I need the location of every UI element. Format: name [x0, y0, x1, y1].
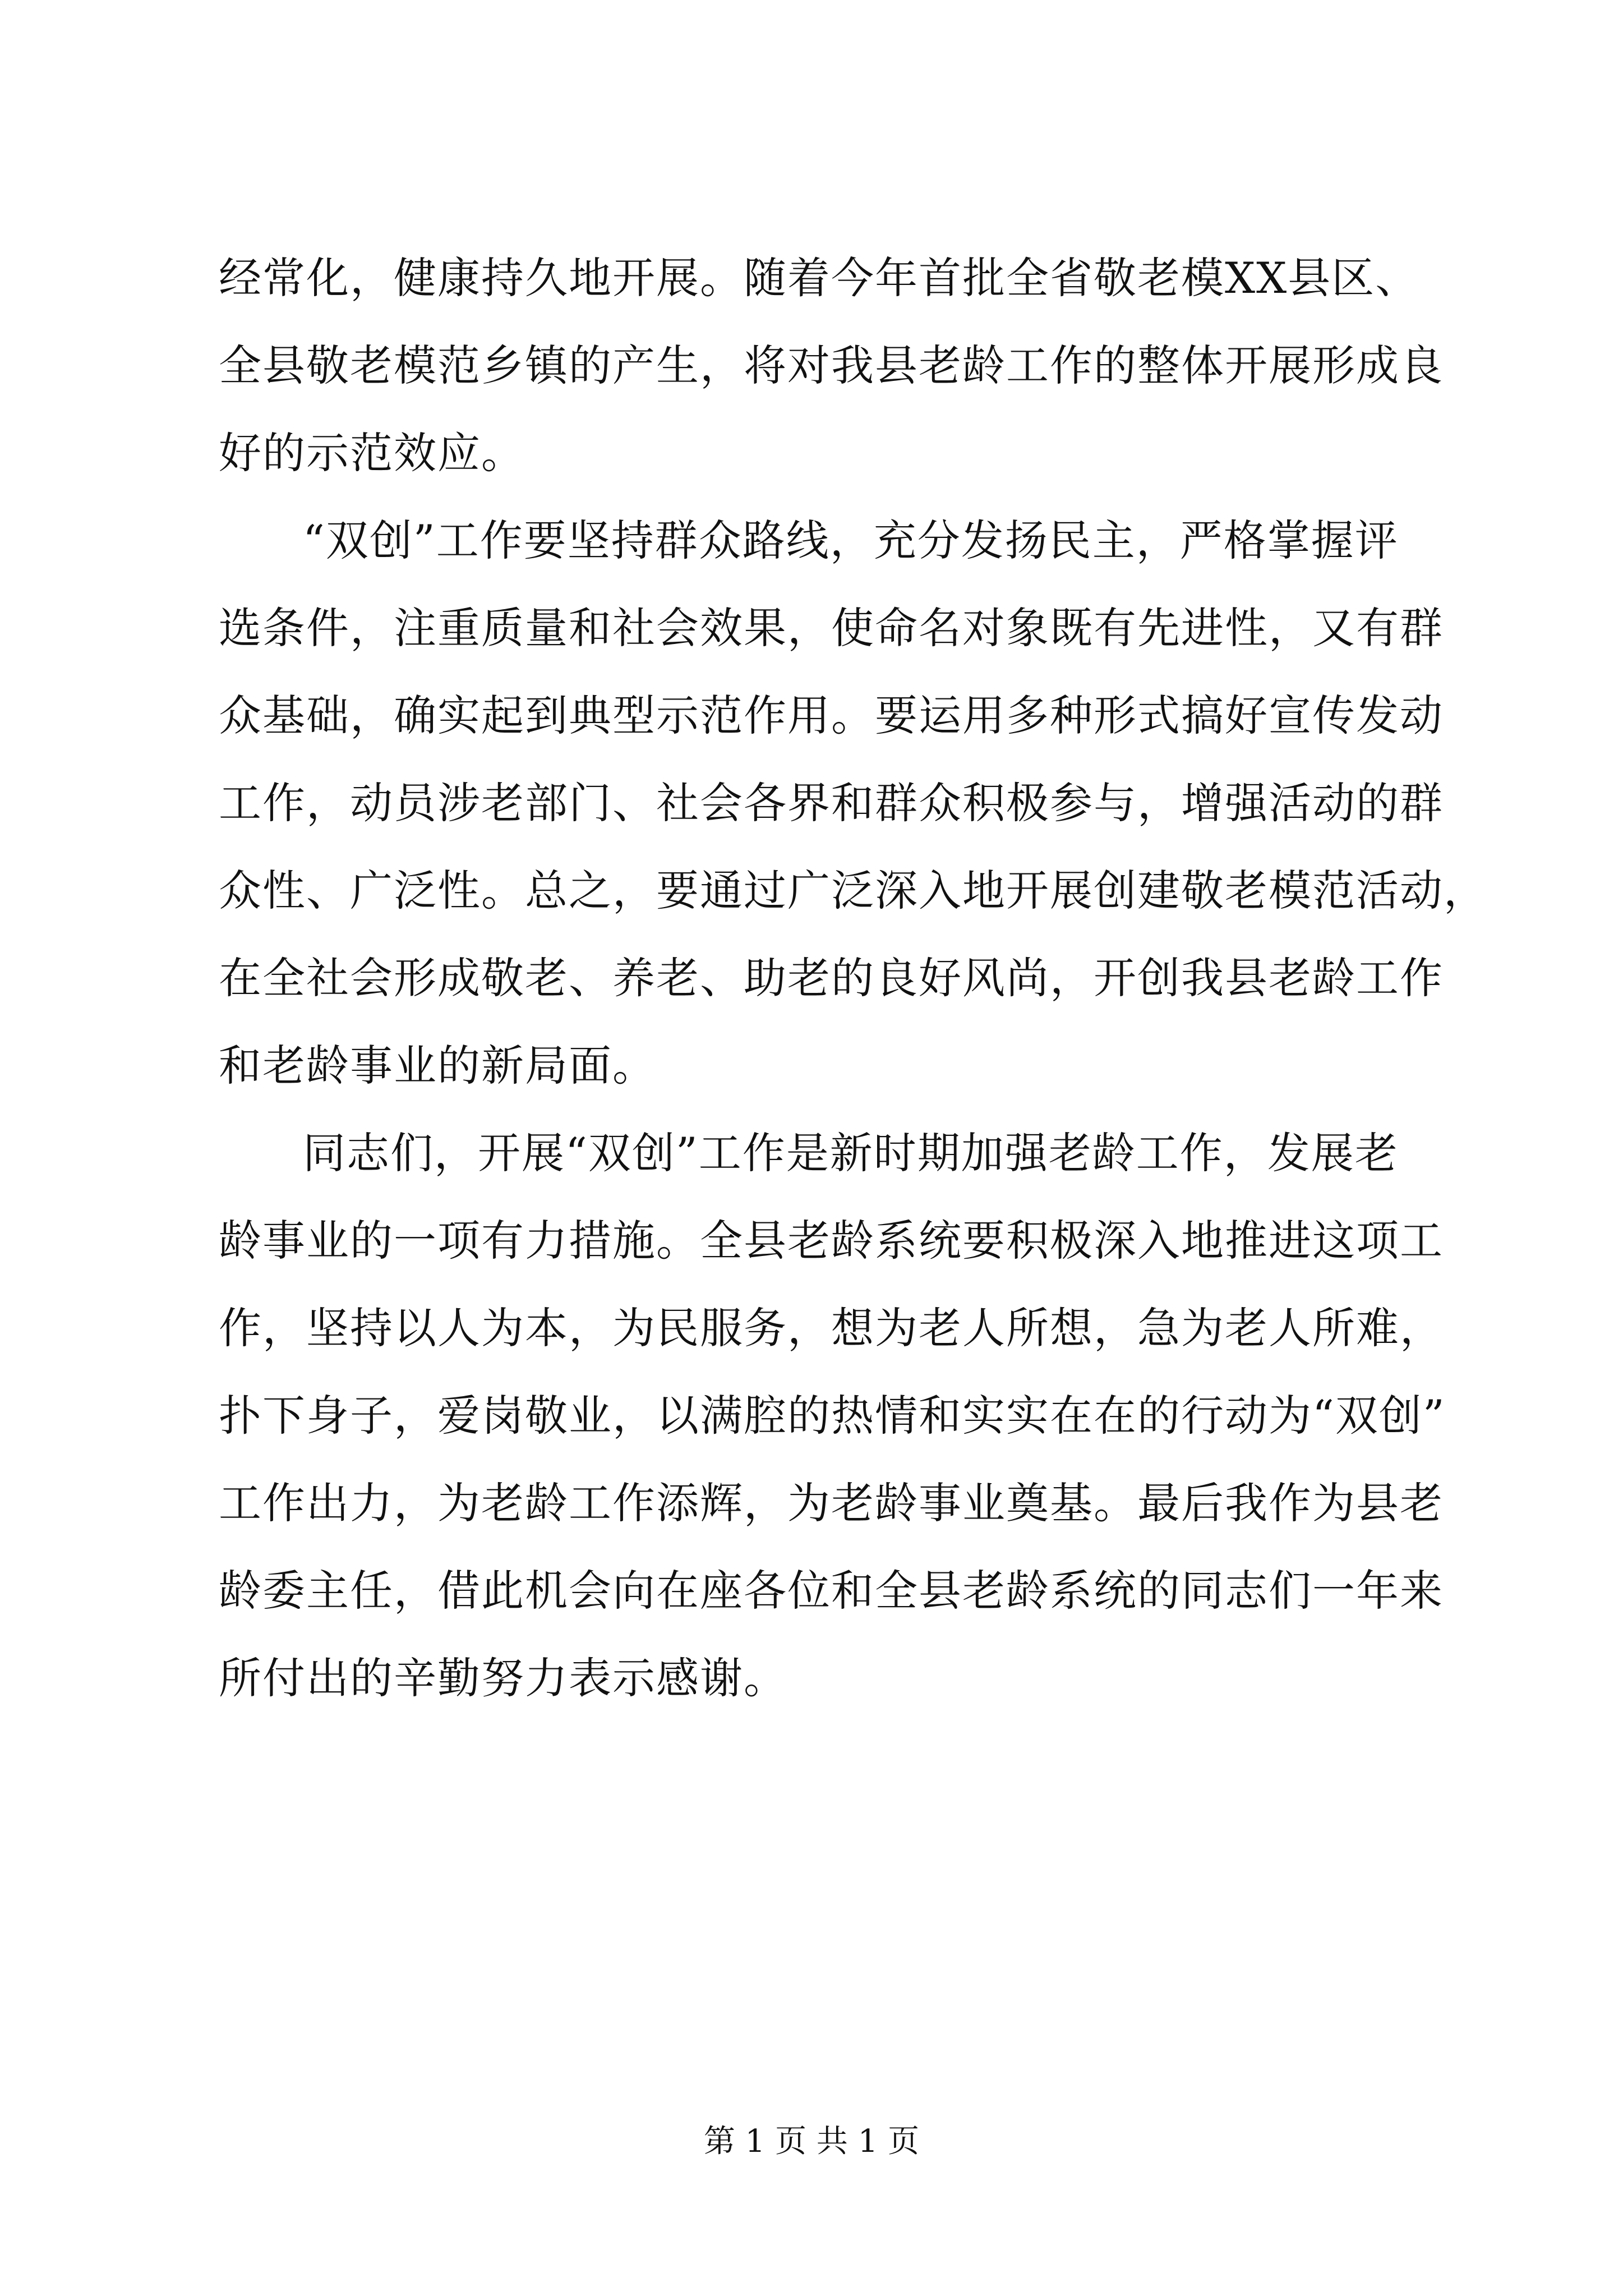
paragraph-start-line: “双创”工作要坚持群众路线，充分发扬民主，严格掌握评	[303, 516, 1399, 565]
text-line: 工作，动员涉老部门、社会各界和群众积极参与，增强活动的群	[219, 778, 1444, 828]
text-line: 众性、广泛性。总之，要通过广泛深入地开展创建敬老模范活动，	[219, 866, 1487, 915]
text-line: 扑下身子，爱岗敬业，以满腔的热情和实实在在的行动为“双创”	[219, 1391, 1446, 1441]
page-footer: 第 1 页 共 1 页	[703, 2123, 920, 2160]
text-line: 和老龄事业的新局面。	[219, 1041, 656, 1091]
text-line: 所付出的辛勤努力表示感谢。	[219, 1653, 787, 1703]
text-line: 经常化，健康持久地开展。随着今年首批全省敬老模XX县区、	[219, 253, 1419, 303]
text-line: 在全社会形成敬老、养老、助老的良好风尚，开创我县老龄工作	[219, 953, 1444, 1003]
paragraph-start-line: 同志们，开展“双创”工作是新时期加强老龄工作，发展老	[303, 1128, 1399, 1178]
text-line: 全县敬老模范乡镇的产生，将对我县老龄工作的整体开展形成良	[219, 341, 1444, 390]
text-line: 众基础，确实起到典型示范作用。要运用多种形式搞好宣传发动	[219, 691, 1444, 740]
text-line: 工作出力，为老龄工作添辉，为老龄事业奠基。最后我作为县老	[219, 1478, 1444, 1528]
text-line: 好的示范效应。	[219, 428, 525, 478]
text-line: 作，坚持以人为本，为民服务，想为老人所想，急为老人所难，	[219, 1303, 1444, 1353]
document-body	[219, 234, 1487, 1722]
text-line: 选条件，注重质量和社会效果，使命名对象既有先进性，又有群	[219, 603, 1444, 653]
text-line: 龄委主任，借此机会向在座各位和全县老龄系统的同志们一年来	[219, 1566, 1444, 1616]
text-line: 龄事业的一项有力措施。全县老龄系统要积极深入地推进这项工	[219, 1216, 1444, 1266]
